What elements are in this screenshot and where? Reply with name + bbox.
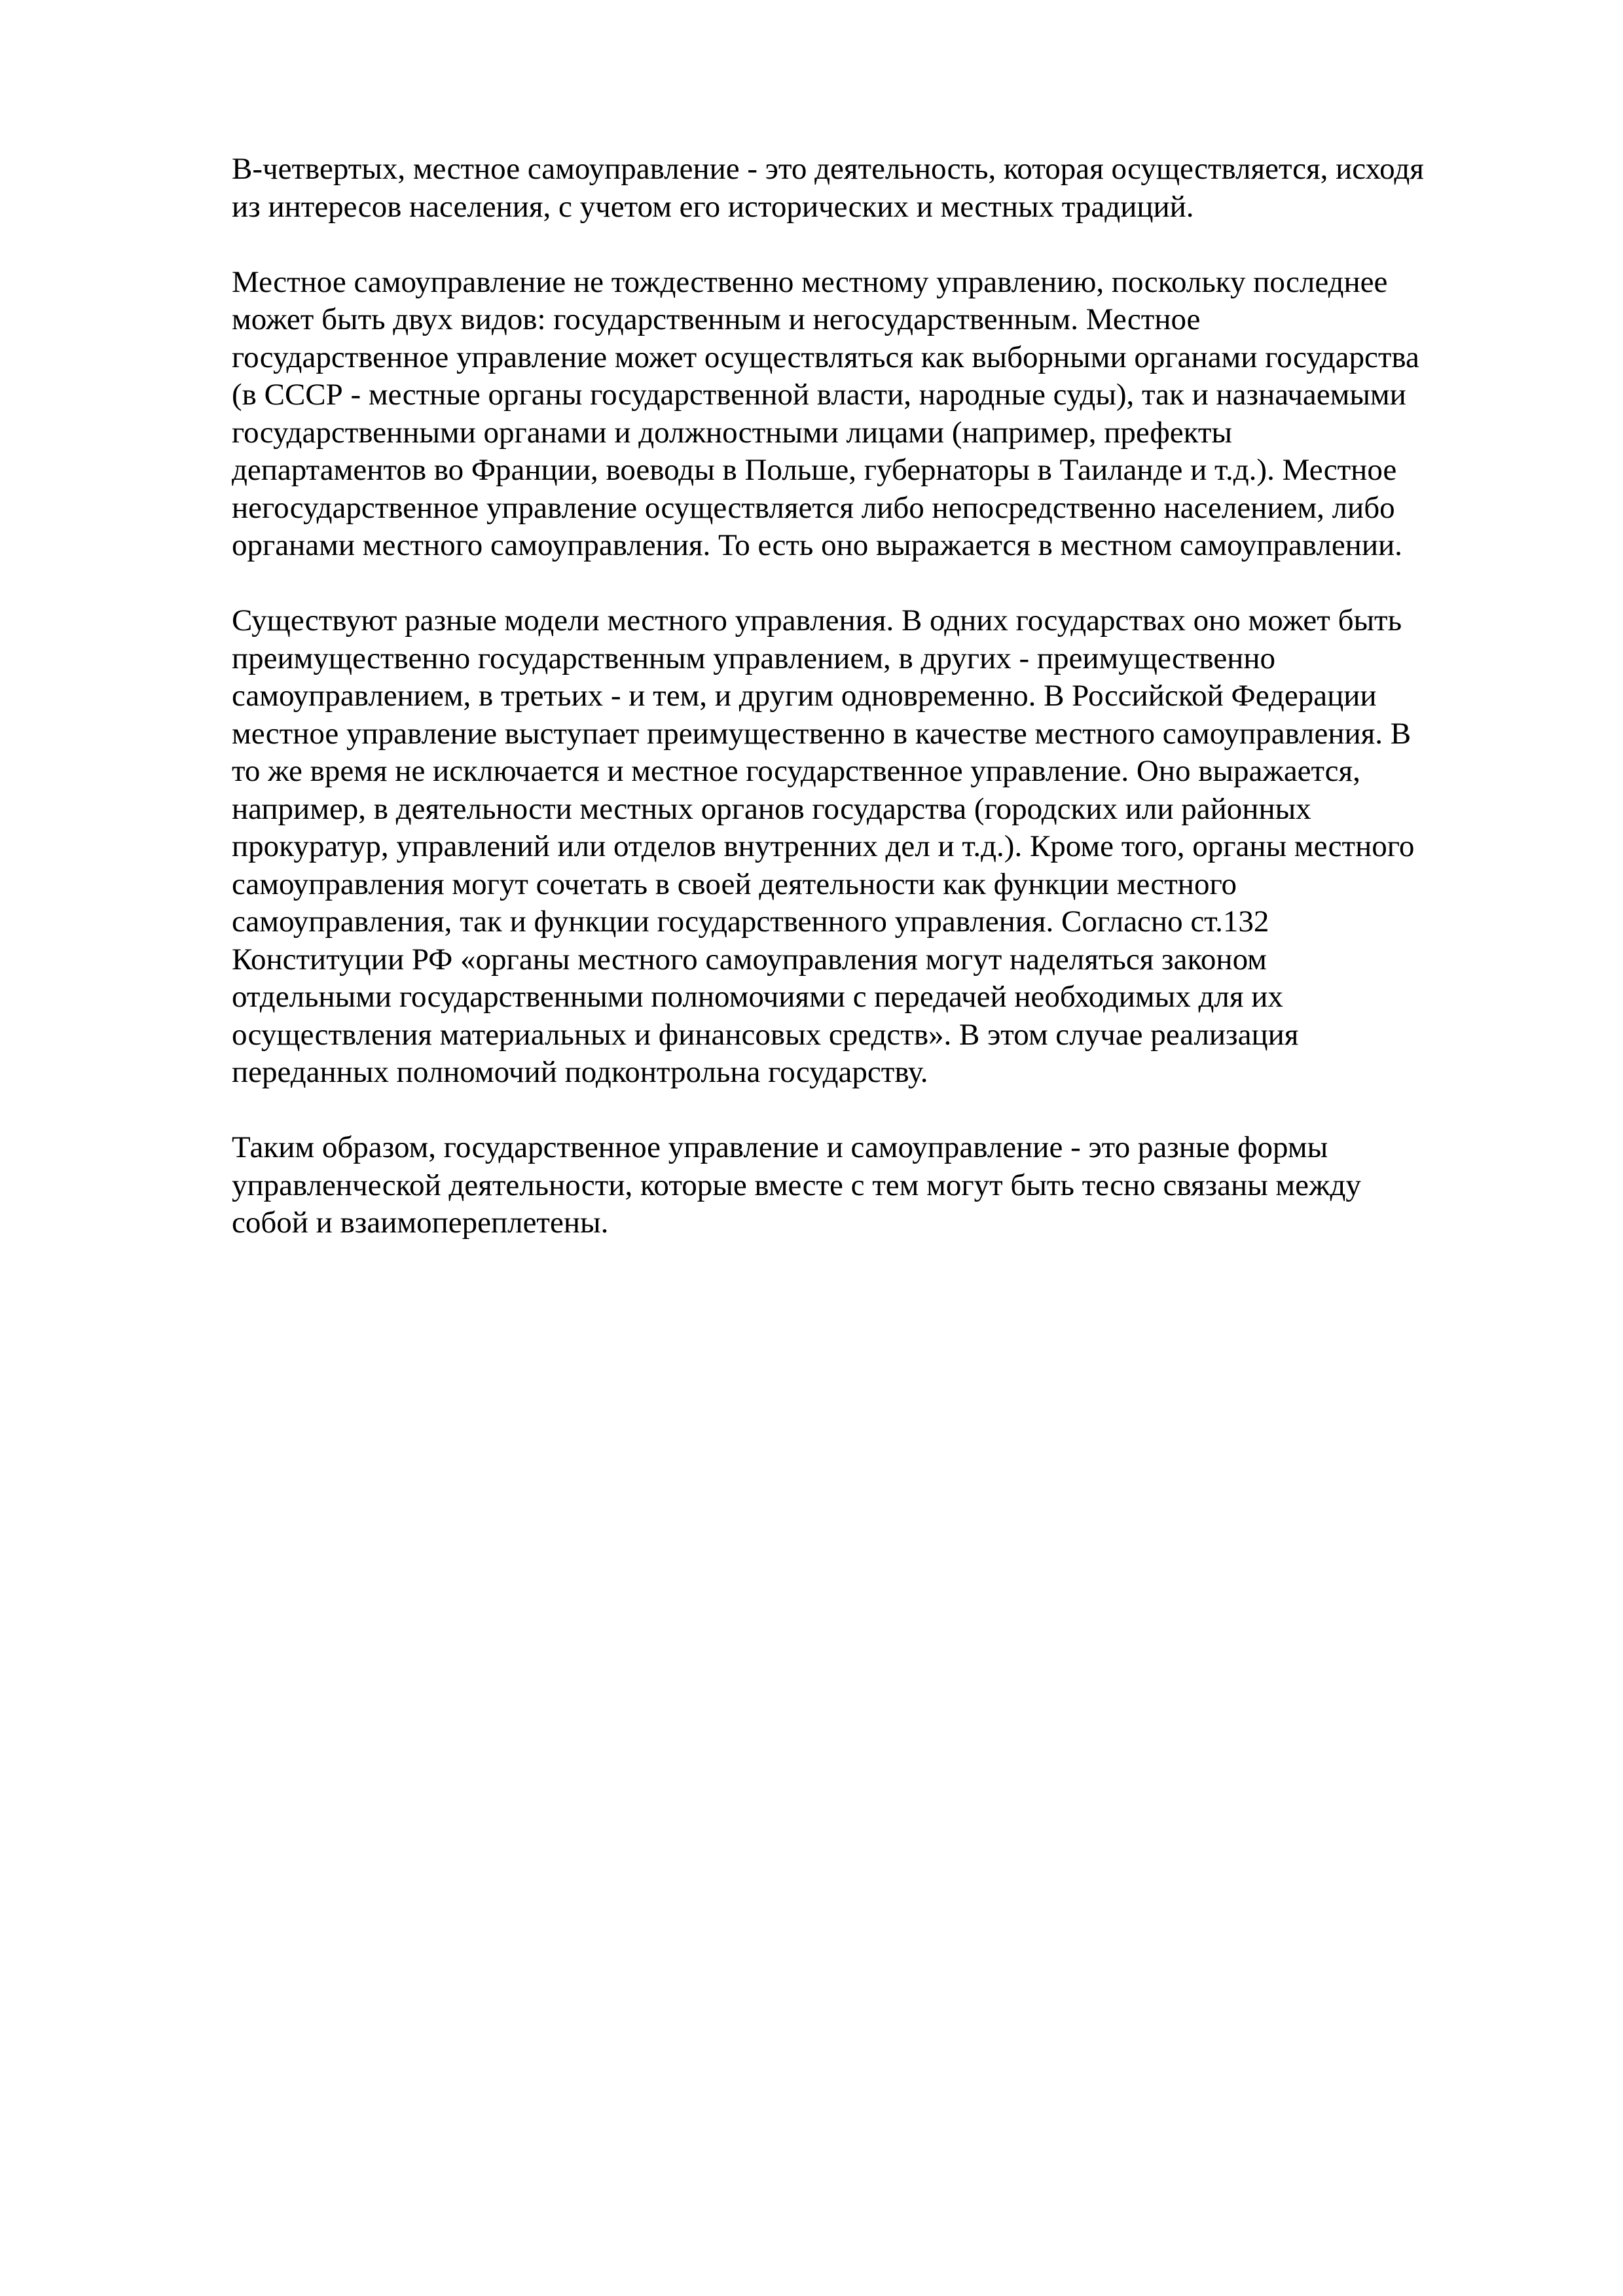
- text-line: осуществления материальных и финансовых средств». В этом случае реализация: [232, 1017, 1299, 1052]
- text-line: самоуправления, так и функции государственного управления. Согласно ст.132: [232, 905, 1269, 939]
- text-line: преимущественно государственным управлением, в других - преимущественно: [232, 641, 1275, 675]
- text-line: государственное управление может осуществляться как выборными органами государства: [232, 340, 1419, 374]
- text-line: Существуют разные модели местного управления. В одних государствах оно может быть: [232, 603, 1402, 637]
- text-line: например, в деятельности местных органов государства (городских или районных: [232, 791, 1311, 826]
- document-body: [232, 151, 1515, 1280]
- text-line: управленческой деятельности, которые вместе с тем могут быть тесно связаны между: [232, 1168, 1361, 1202]
- paragraph-3: [232, 602, 1515, 1092]
- text-line: органами местного самоуправления. То есть оно выражается в местном самоуправлении.: [232, 528, 1402, 562]
- paragraph-4: [232, 1129, 1515, 1242]
- text-line: самоуправлением, в третьих - и тем, и другим одновременно. В Российской Федерации: [232, 679, 1377, 713]
- text-line: (в СССР - местные органы государственной власти, народные суды), так и назначаемыми: [232, 378, 1406, 412]
- text-line: отдельными государственными полномочиями с передачей необходимых для их: [232, 980, 1283, 1014]
- text-line: негосударственное управление осуществляется либо непосредственно населением, либо: [232, 490, 1395, 525]
- text-line: переданных полномочий подконтрольна государству.: [232, 1055, 928, 1089]
- text-line: Конституции РФ «органы местного самоуправления могут наделяться законом: [232, 942, 1267, 977]
- text-line: Таким образом, государственное управление и самоуправление - это разные формы: [232, 1130, 1328, 1164]
- paragraph-1: [232, 151, 1515, 226]
- text-line: самоуправления могут сочетать в своей деятельности как функции местного: [232, 867, 1237, 901]
- text-line: может быть двух видов: государственным и негосударственным. Местное: [232, 302, 1201, 336]
- text-line: государственными органами и должностными лицами (например, префекты: [232, 415, 1233, 450]
- text-line: прокуратур, управлений или отделов внутренних дел и т.д.). Кроме того, органы местного: [232, 829, 1415, 863]
- text-line: департаментов во Франции, воеводы в Польше, губернаторы в Таиланде и т.д.). Местное: [232, 453, 1397, 487]
- text-line: из интересов населения, с учетом его исторических и местных традиций.: [232, 189, 1194, 224]
- text-line: В-четвертых, местное самоуправление - это деятельность, которая осуществляется, исходя: [232, 152, 1424, 186]
- text-line: Местное самоуправление не тождественно местному управлению, поскольку последнее: [232, 264, 1388, 299]
- paragraph-2: [232, 264, 1515, 565]
- text-line: местное управление выступает преимущественно в качестве местного самоуправления. В: [232, 716, 1412, 751]
- text-line: то же время не исключается и местное государственное управление. Оно выражается,: [232, 754, 1360, 788]
- text-line: собой и взаимопереплетены.: [232, 1206, 609, 1240]
